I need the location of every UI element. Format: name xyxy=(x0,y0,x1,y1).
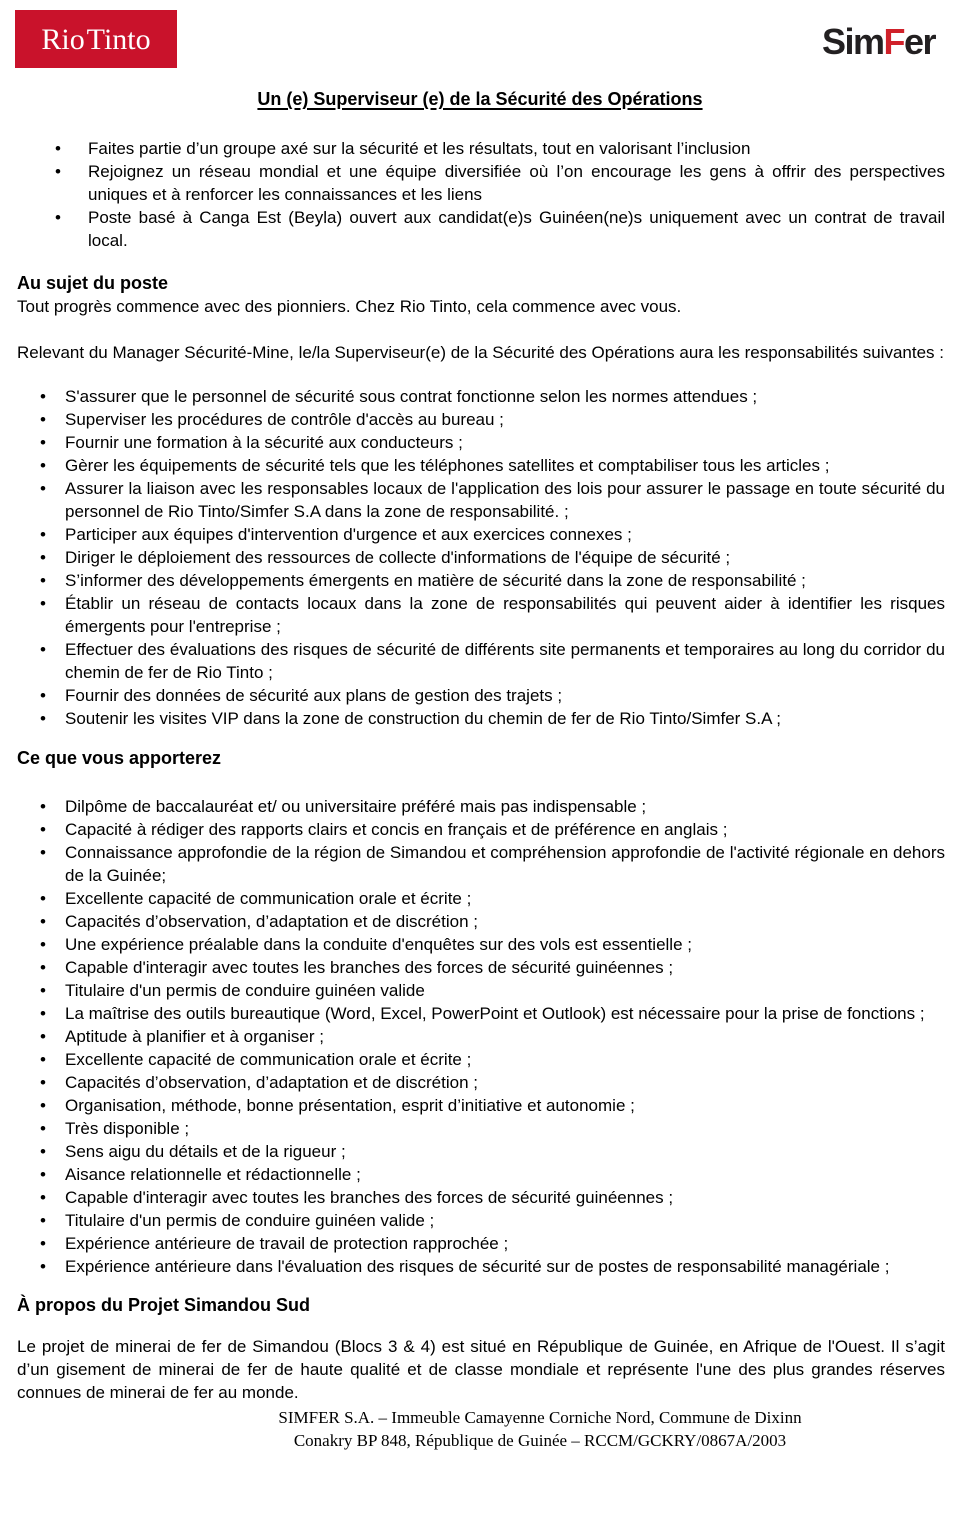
list-item xyxy=(0,818,960,841)
list-item-text: • Effectuer des évaluations des risques de sécurité de différents site permanents et temporaires au long du corridor du chemin de fer de Rio Tinto ; xyxy=(65,640,945,682)
list-item-text: • Capacités d’observation, d’adaptation et de discrétion ; xyxy=(65,1073,478,1092)
project-description: Le projet de minerai de fer de Simandou (Blocs 3 & 4) est situé en République de Guinée, en Afrique de l'Ouest. Il s’agit d’un gisement de minerai de fer de haute qualité et de classe mondiale et représente l'une des plus grandes réserves connues de minerai de fer au monde. xyxy=(17,1337,945,1402)
list-item-text: • S’informer des développements émergents en matière de sécurité dans la zone de responsabilité ; xyxy=(65,571,806,590)
intro-bullet-list xyxy=(0,137,960,252)
list-item xyxy=(0,206,960,252)
list-item xyxy=(0,1163,960,1186)
simfer-logo-text-red: F xyxy=(883,21,904,62)
list-item-text: • Excellente capacité de communication orale et écrite ; xyxy=(65,1050,472,1069)
section-heading-bring: Ce que vous apporterez xyxy=(17,748,222,768)
list-item-text: • Aisance relationnelle et rédactionnelle ; xyxy=(65,1165,361,1184)
list-item xyxy=(0,910,960,933)
section-heading-project: À propos du Projet Simandou Sud xyxy=(17,1295,311,1315)
list-item xyxy=(0,385,960,408)
list-item xyxy=(0,137,960,160)
simfer-logo-text-dark: Sim xyxy=(821,21,884,62)
list-item xyxy=(0,1186,960,1209)
list-item-text: • Établir un réseau de contacts locaux dans la zone de responsabilités qui peuvent aider à identifier les risques émergents pour l'entreprise ; xyxy=(65,594,945,636)
riotinto-logo-text: Rio Tinto xyxy=(41,22,151,56)
list-item-text: • Diriger le déploiement des ressources de collecte d'informations de l'équipe de sécurité ; xyxy=(65,548,731,567)
list-item xyxy=(0,1048,960,1071)
list-item xyxy=(0,841,960,887)
list-item-text: • Capacité à rédiger des rapports clairs et concis en français et de préférence en anglais ; xyxy=(65,820,728,839)
simfer-logo-text-dark2: er xyxy=(903,21,935,62)
list-item-text: • Titulaire d'un permis de conduire guinéen valide ; xyxy=(65,1211,435,1230)
list-item xyxy=(0,592,960,638)
list-item-text: • Fournir une formation à la sécurité aux conducteurs ; xyxy=(65,433,463,452)
footer-address-line1: SIMFER S.A. – Immeuble Camayenne Corniche Nord, Commune de Dixinn xyxy=(278,1408,802,1427)
list-item xyxy=(0,477,960,523)
list-item xyxy=(0,795,960,818)
list-item xyxy=(0,1094,960,1117)
header-logo-row xyxy=(0,0,960,68)
list-item-text: • Soutenir les visites VIP dans la zone de construction du chemin de fer de Rio Tinto/Simfer S.A ; xyxy=(65,709,781,728)
list-item xyxy=(0,979,960,1002)
list-item-text: • Participer aux équipes d'intervention d'urgence et aux exercices connexes ; xyxy=(65,525,632,544)
list-item-text: • Connaissance approfondie de la région de Simandou et compréhension approfondie de l'activité régionale en dehors de la Guinée; xyxy=(65,843,945,885)
list-item-text: • Sens aigu du détails et de la rigueur ; xyxy=(65,1142,346,1161)
list-item xyxy=(0,1071,960,1094)
list-item xyxy=(0,1002,960,1025)
list-item xyxy=(0,454,960,477)
list-item-text: • Aptitude à planifier et à organiser ; xyxy=(65,1027,324,1046)
list-item xyxy=(0,707,960,730)
about-tagline: Tout progrès commence avec des pionniers. Chez Rio Tinto, cela commence avec vous. xyxy=(17,297,682,316)
list-item-text: • Très disponible ; xyxy=(65,1119,190,1138)
section-heading-about: Au sujet du poste xyxy=(17,273,169,293)
simfer-logo xyxy=(821,21,935,62)
list-item-text: • Fournir des données de sécurité aux plans de gestion des trajets ; xyxy=(65,686,563,705)
list-item xyxy=(0,887,960,910)
list-item xyxy=(0,160,960,206)
list-item-text: • Organisation, méthode, bonne présentation, esprit d’initiative et autonomie ; xyxy=(65,1096,635,1115)
list-item xyxy=(0,1209,960,1232)
list-item xyxy=(0,1255,960,1278)
page-footer xyxy=(0,1406,960,1452)
list-item-text: • Poste basé à Canga Est (Beyla) ouvert aux candidat(e)s Guinéen(ne)s uniquement avec un contrat de travail local. xyxy=(88,208,945,250)
list-item-text: • S'assurer que le personnel de sécurité sous contrat fonctionne selon les normes attendues ; xyxy=(65,387,758,406)
list-item xyxy=(0,1025,960,1048)
about-reporting-line: Relevant du Manager Sécurité-Mine, le/la Superviseur(e) de la Sécurité des Opérations aura les responsabilités suivantes : xyxy=(17,343,944,362)
list-item xyxy=(0,933,960,956)
list-item-text: • La maîtrise des outils bureautique (Word, Excel, PowerPoint et Outlook) est nécessaire pour la prise de fonctions ; xyxy=(65,1004,925,1023)
list-item xyxy=(0,523,960,546)
list-item-text: • Dilpôme de baccalauréat et/ ou universitaire préféré mais pas indispensable ; xyxy=(65,797,647,816)
job-title: Un (e) Superviseur (e) de la Sécurité des Opérations xyxy=(257,89,703,109)
list-item xyxy=(0,1232,960,1255)
list-item xyxy=(0,956,960,979)
list-item xyxy=(0,546,960,569)
list-item xyxy=(0,638,960,684)
list-item-text: • Capable d'interagir avec toutes les branches des forces de sécurité guinéennes ; xyxy=(65,958,674,977)
list-item-text: • Titulaire d'un permis de conduire guinéen valide xyxy=(65,981,425,1000)
list-item-text: • Une expérience préalable dans la conduite d'enquêtes sur des vols est essentielle ; xyxy=(65,935,692,954)
list-item-text: • Gèrer les équipements de sécurité tels que les téléphones satellites et comptabiliser tous les articles ; xyxy=(65,456,830,475)
list-item-text: • Assurer la liaison avec les responsables locaux de l'application des lois pour assurer le passage en toute sécurité du personnel de Rio Tinto/Simfer S.A dans la zone de responsabilité. ; xyxy=(65,479,945,521)
list-item xyxy=(0,569,960,592)
list-item-text: • Faites partie d’un groupe axé sur la sécurité et les résultats, tout en valorisant l’inclusion xyxy=(88,139,751,158)
list-item-text: • Capacités d’observation, d’adaptation et de discrétion ; xyxy=(65,912,478,931)
list-item-text: • Expérience antérieure de travail de protection rapprochée ; xyxy=(65,1234,509,1253)
list-item-text: • Capable d'interagir avec toutes les branches des forces de sécurité guinéennes ; xyxy=(65,1188,674,1207)
list-item-text: • Rejoignez un réseau mondial et une équipe diversifiée où l’on encourage les gens à offrir des perspectives uniques et à renforcer les connaissances et les liens xyxy=(88,162,945,204)
list-item xyxy=(0,431,960,454)
list-item xyxy=(0,1117,960,1140)
bring-list xyxy=(0,795,960,1278)
list-item-text: • Expérience antérieure dans l'évaluation des risques de sécurité sur de postes de responsabilité managériale ; xyxy=(65,1257,890,1276)
list-item xyxy=(0,1140,960,1163)
riotinto-logo xyxy=(15,10,177,68)
footer-address-line2: Conakry BP 848, République de Guinée – RCCM/GCKRY/0867A/2003 xyxy=(293,1431,787,1450)
list-item xyxy=(0,684,960,707)
list-item-text: • Superviser les procédures de contrôle d'accès au bureau ; xyxy=(65,410,504,429)
responsibilities-list xyxy=(0,385,960,730)
list-item-text: • Excellente capacité de communication orale et écrite ; xyxy=(65,889,472,908)
list-item xyxy=(0,408,960,431)
